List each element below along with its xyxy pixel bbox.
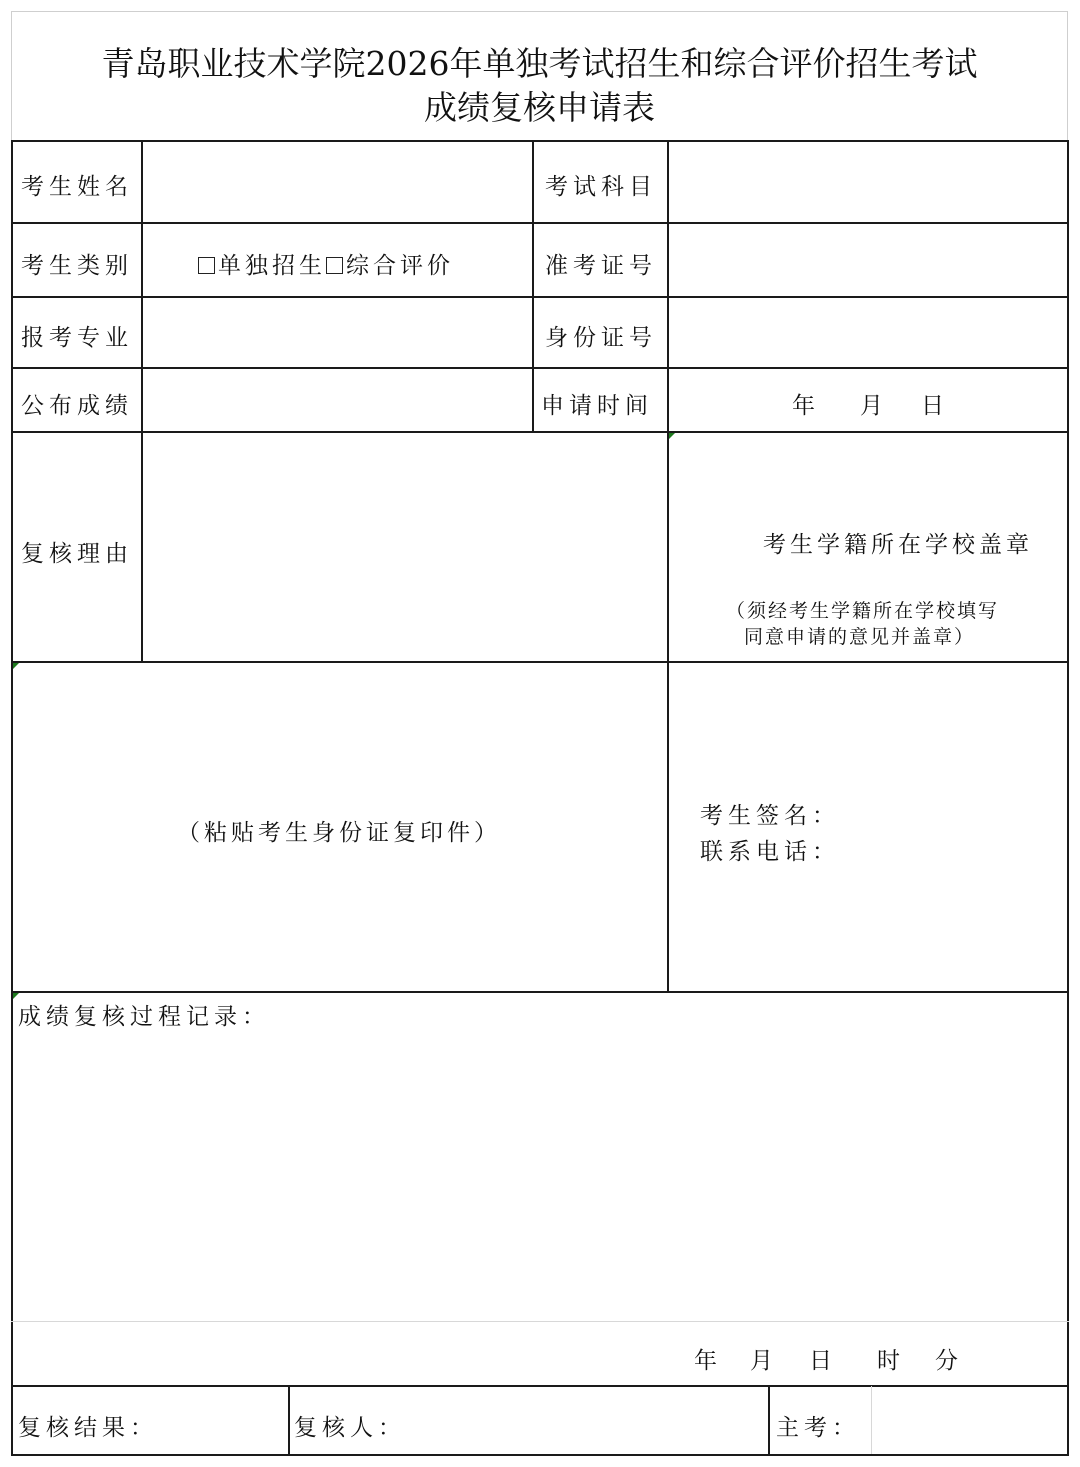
col-divider [667, 140, 669, 992]
row-divider [11, 661, 1069, 663]
major-label: 报考专业 [21, 325, 133, 351]
row-divider [11, 222, 1069, 224]
table-left-border [11, 140, 13, 1456]
reason-label: 复核理由 [21, 541, 133, 567]
name-label: 考生姓名 [21, 174, 133, 200]
single-recruit-option: 单独招生 [218, 253, 326, 279]
col-divider [288, 1385, 290, 1455]
table-right-border [1067, 140, 1069, 1456]
apply-year: 年 [792, 393, 815, 419]
category-label: 考生类别 [21, 253, 133, 279]
ticket-number-label: 准考证号 [545, 253, 657, 279]
review-record-label: 成绩复核过程记录： [18, 1004, 270, 1030]
score-label: 公布成绩 [21, 393, 133, 419]
subject-field[interactable] [670, 142, 1065, 220]
score-field[interactable] [144, 370, 530, 429]
form-title-line1: 青岛职业技术学院2026年单独考试招生和综合评价招生考试 [101, 44, 978, 83]
row-divider [11, 1385, 1069, 1387]
name-field[interactable] [144, 142, 530, 220]
title-area [11, 11, 1068, 140]
application-form [11, 11, 1069, 1456]
apply-day: 日 [921, 393, 944, 419]
col-divider [532, 140, 534, 432]
subject-label: 考试科目 [545, 174, 657, 200]
record-day: 日 [809, 1348, 832, 1374]
record-minute: 分 [935, 1348, 958, 1374]
cell-marker [669, 433, 675, 439]
record-month: 月 [750, 1348, 773, 1374]
record-year: 年 [694, 1348, 717, 1374]
id-number-label: 身份证号 [545, 325, 657, 351]
ticket-number-field[interactable] [670, 225, 1065, 294]
school-stamp-note-line1: （须经考生学籍所在学校填写 [726, 600, 1000, 622]
record-time-divider [11, 1321, 1069, 1322]
examiner-divider [871, 1386, 872, 1454]
row-divider [11, 431, 1069, 433]
table-bottom-border [11, 1454, 1069, 1456]
row-divider [11, 367, 1069, 369]
comprehensive-checkbox[interactable] [326, 257, 343, 274]
school-stamp-note-line2: 同意申请的意见并盖章） [744, 626, 976, 648]
cell-marker [13, 663, 19, 669]
major-field[interactable] [144, 299, 530, 365]
col-divider [768, 1385, 770, 1455]
record-hour: 时 [877, 1348, 900, 1374]
col-divider [141, 140, 143, 662]
signature-label: 考生签名： [700, 803, 840, 829]
phone-label: 联系电话： [700, 839, 840, 865]
review-record-field[interactable] [14, 1031, 1064, 1319]
form-title-line2: 成绩复核申请表 [424, 88, 655, 127]
id-copy-placeholder: （粘贴考生身份证复印件） [177, 820, 501, 846]
apply-month: 月 [860, 393, 883, 419]
apply-time-label: 申请时间 [541, 393, 653, 419]
school-stamp-title: 考生学籍所在学校盖章 [763, 532, 1033, 558]
category-options [198, 247, 454, 280]
comprehensive-option: 综合评价 [346, 253, 454, 279]
row-divider [11, 296, 1069, 298]
reviewer-label: 复核人： [294, 1415, 406, 1441]
review-result-label: 复核结果： [18, 1415, 158, 1441]
id-number-field[interactable] [670, 299, 1065, 365]
examiner-label: 主考： [776, 1415, 860, 1441]
reason-field[interactable] [144, 434, 665, 659]
row-divider [11, 991, 1069, 993]
single-recruit-checkbox[interactable] [198, 257, 215, 274]
